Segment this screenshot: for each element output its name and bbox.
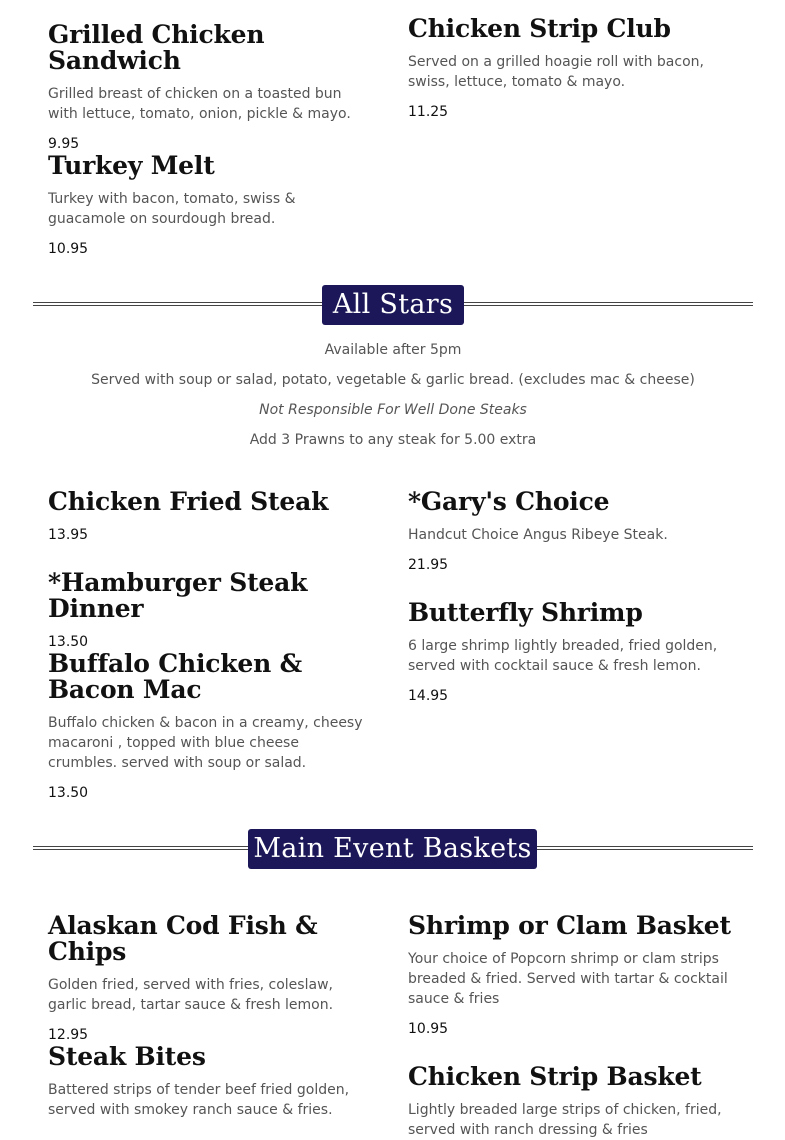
menu-item-chicken-strip-basket	[408, 1064, 733, 1140]
menu-item-alaskan-cod-fish-chips	[48, 913, 373, 1044]
item-description: Golden fried, served with fries, coleslaw, garlic bread, tartar sauce & fresh lemon.	[48, 977, 334, 1013]
item-price: 11.25	[408, 104, 449, 120]
menu-item-chicken-fried-steak	[48, 489, 373, 544]
item-name: Chicken Fried Steak	[48, 487, 329, 516]
menu-item-shrimp-or-clam-basket	[408, 913, 733, 1038]
menu-item-garys-choice	[408, 489, 733, 574]
item-description: Handcut Choice Angus Ribeye Steak.	[408, 527, 668, 543]
menu-item-butterfly-shrimp	[408, 600, 733, 705]
item-price: 13.95	[48, 527, 89, 543]
item-description: 6 large shrimp lightly breaded, fried golden, served with cocktail sauce & fresh lemon.	[408, 638, 718, 674]
menu-item-turkey-melt	[48, 153, 373, 258]
section-header-main-event-baskets	[33, 829, 753, 869]
menu-item-steak-bites	[48, 1044, 373, 1120]
item-price: 10.95	[408, 1021, 449, 1037]
item-price: 12.95	[48, 1027, 89, 1043]
item-name: Steak Bites	[48, 1042, 206, 1071]
item-name: *Gary's Choice	[408, 487, 610, 516]
item-name: Chicken Strip Basket	[408, 1062, 702, 1091]
item-name: Buffalo Chicken & Bacon Mac	[48, 649, 302, 704]
item-name: Chicken Strip Club	[408, 14, 671, 43]
section-title: Main Event Baskets	[248, 829, 537, 869]
item-description: Grilled breast of chicken on a toasted bun with lettuce, tomato, onion, pickle & mayo.	[48, 86, 351, 122]
item-description: Buffalo chicken & bacon in a creamy, cheesy macaroni , topped with blue cheese crumbles. served with soup or salad.	[48, 715, 363, 771]
item-name: Shrimp or Clam Basket	[408, 911, 731, 940]
menu-item-grilled-chicken-sandwich	[48, 22, 373, 153]
menu-item-hamburger-steak-dinner	[48, 570, 373, 651]
section-title: All Stars	[322, 285, 464, 325]
item-description: Your choice of Popcorn shrimp or clam strips breaded & fried. Served with tartar & cocktail sauce & fries	[408, 951, 728, 1007]
item-price: 10.95	[48, 241, 89, 257]
item-description: Lightly breaded large strips of chicken, fried, served with ranch dressing & fries	[408, 1102, 722, 1138]
menu-item-chicken-strip-club	[408, 16, 733, 121]
item-name: Grilled Chicken Sandwich	[48, 20, 265, 75]
item-description: Battered strips of tender beef fried golden, served with smokey ranch sauce & fries.	[48, 1082, 350, 1118]
item-name: Butterfly Shrimp	[408, 598, 643, 627]
item-description: Turkey with bacon, tomato, swiss & guacamole on sourdough bread.	[48, 191, 296, 227]
item-name: Alaskan Cod Fish & Chips	[48, 911, 318, 966]
item-price: 13.50	[48, 785, 89, 801]
section-note: Available after 5pm	[324, 342, 462, 358]
section-header-all-stars	[33, 285, 753, 325]
section-note: Not Responsible For Well Done Steaks	[259, 402, 527, 418]
item-name: Turkey Melt	[48, 151, 215, 180]
item-name: *Hamburger Steak Dinner	[48, 568, 308, 623]
item-description: Served on a grilled hoagie roll with bacon, swiss, lettuce, tomato & mayo.	[408, 54, 704, 90]
menu-item-buffalo-chicken-bacon-mac	[48, 651, 368, 802]
item-price: 14.95	[408, 688, 449, 704]
item-price: 21.95	[408, 557, 449, 573]
item-price: 9.95	[48, 136, 80, 152]
section-note: Add 3 Prawns to any steak for 5.00 extra	[249, 432, 537, 448]
section-note: Served with soup or salad, potato, vegetable & garlic bread. (excludes mac & cheese)	[91, 372, 695, 388]
item-price: 13.50	[48, 634, 89, 650]
